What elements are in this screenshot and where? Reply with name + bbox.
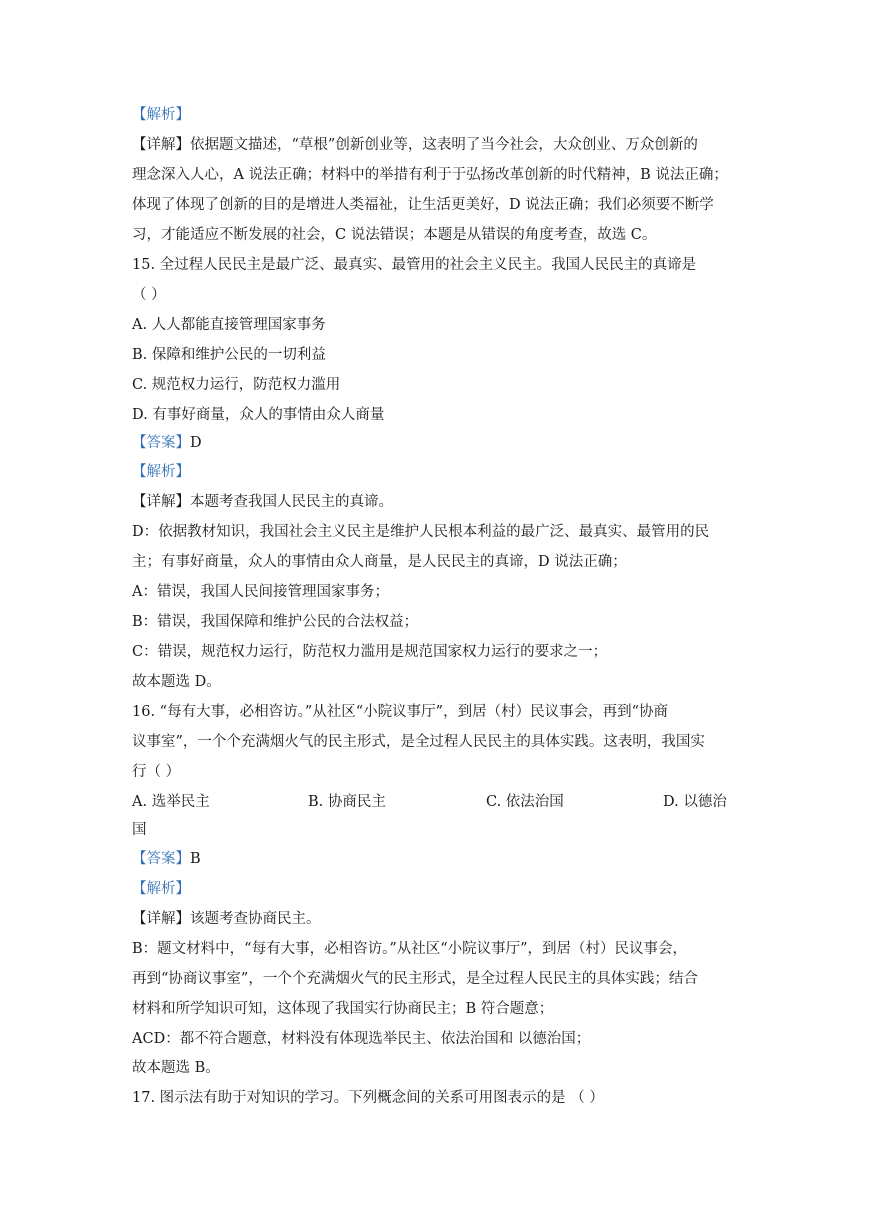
q14-detail-line: 理念深入人心，A 说法正确；材料中的举措有利于于弘扬改革创新的时代精神，B 说法正确；: [132, 167, 728, 183]
q15-detail-line: B：错误，我国保障和维护公民的合法权益；: [132, 614, 419, 630]
q15-detail-line: A：错误，我国人民间接管理国家事务；: [132, 584, 389, 600]
q16-stem-line: 行（ ）: [132, 764, 181, 780]
q15-answer: [132, 433, 202, 453]
q15-detail-line: 故本题选 D。: [132, 674, 221, 690]
q15-option-b: B. 保障和维护公民的一切利益: [132, 347, 326, 363]
q16-option-d-wrap: 国: [132, 822, 147, 838]
q15-detail-line: C：错误，规范权力运行，防范权力滥用是规范国家权力运行的要求之一；: [132, 644, 608, 660]
q16-answer: [132, 849, 201, 869]
q16-stem-line: 议事室”，一个个充满烟火气的民主形式，是全过程人民民主的具体实践。这表明，我国实: [132, 734, 705, 750]
q15-answer-tag: 【答案】: [132, 435, 190, 451]
q16-detail-line: 再到“协商议事室”，一个个充满烟火气的民主形式，是全过程人民民主的具体实践；结合: [132, 971, 698, 987]
q16-analysis-tag: 【解析】: [132, 881, 190, 897]
q15-blank: （ ）: [132, 287, 166, 303]
q16-detail-line: ACD：都不符合题意，材料没有体现选举民主、依法治国和 以德治国；: [132, 1031, 591, 1047]
q16-detail-line: 故本题选 B。: [132, 1060, 220, 1076]
q14-analysis-tag: 【解析】: [132, 107, 190, 123]
q16-option-d: D. 以德治: [663, 794, 727, 810]
q15-detail-line: 【详解】本题考查我国人民民主的真谛。: [132, 494, 393, 510]
q16-stem-line: 16. “每有大事，必相咨访。”从社区“小院议事厅”，到居（村）民议事会，再到“协商: [132, 704, 668, 720]
q14-detail-line: 习，才能适应不断发展的社会，C 说法错误；本题是从错误的角度考查，故选 C。: [132, 227, 657, 243]
q15-option-c: C. 规范权力运行，防范权力滥用: [132, 377, 341, 393]
q15-answer-value: D: [190, 435, 202, 451]
q17-stem: 17. 图示法有助于对知识的学习。下列概念间的关系可用图表示的是 （ ）: [132, 1090, 604, 1106]
q16-answer-value: B: [190, 851, 201, 867]
q16-option-a: A. 选举民主: [132, 794, 210, 810]
q15-detail-line: D：依据教材知识，我国社会主义民主是维护人民根本利益的最广泛、最真实、最管用的民: [132, 524, 710, 540]
q16-option-b: B. 协商民主: [308, 794, 386, 810]
q14-detail-line: 体现了体现了创新的目的是增进人类福祉，让生活更美好，D 说法正确；我们必须要不断学: [132, 197, 714, 213]
q15-stem: 15. 全过程人民民主是最广泛、最真实、最管用的社会主义民主。我国人民民主的真谛是: [132, 257, 697, 273]
q15-option-d: D. 有事好商量，众人的事情由众人商量: [132, 407, 385, 423]
q16-detail-line: 【详解】该题考查协商民主。: [132, 911, 321, 927]
q16-detail-line: 材料和所学知识可知，这体现了我国实行协商民主；B 符合题意；: [132, 1001, 554, 1017]
q15-option-a: A. 人人都能直接管理国家事务: [132, 317, 326, 333]
q16-option-c: C. 依法治国: [486, 794, 564, 810]
q16-detail-line: B：题文材料中，“每有大事，必相咨访。”从社区“小院议事厅”，到居（村）民议事会，: [132, 941, 688, 957]
q15-detail-line: 主；有事好商量，众人的事情由众人商量，是人民民主的真谛，D 说法正确；: [132, 554, 627, 570]
q15-analysis-tag: 【解析】: [132, 464, 190, 480]
q16-answer-tag: 【答案】: [132, 851, 190, 867]
q14-detail-line: 【详解】依据题文描述，“草根”创新创业等，这表明了当今社会，大众创业、万众创新的: [132, 137, 698, 153]
